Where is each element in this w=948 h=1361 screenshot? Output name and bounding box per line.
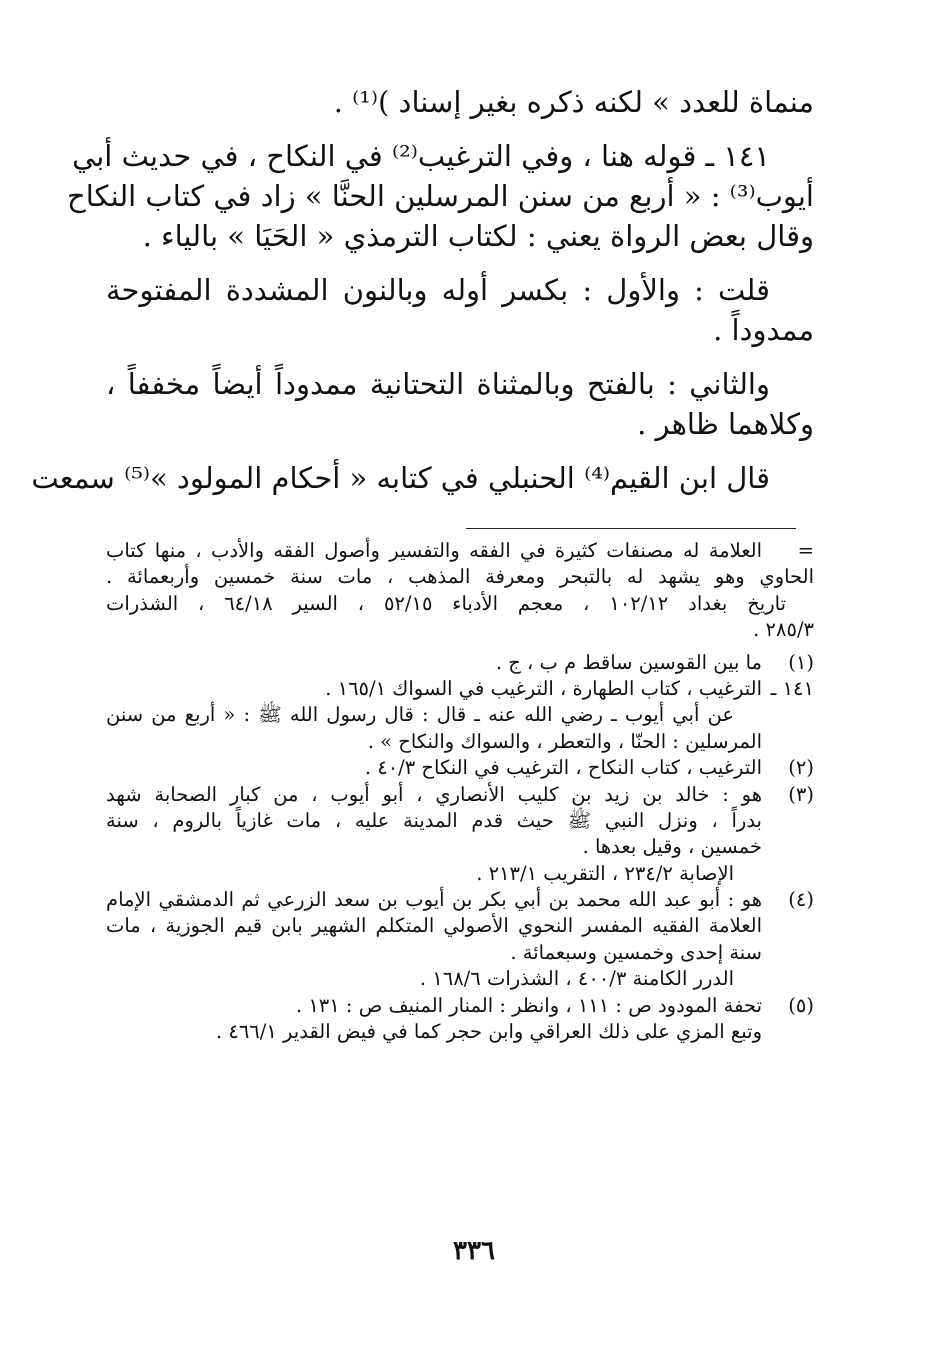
body-line: أيوب⁽³⁾ : « أربع من سنن المرسلين الحنَّا » زاد في كتاب النكاح xyxy=(67,179,814,213)
body-line: ١٤١ ـ قوله هنا ، وفي الترغيب⁽²⁾ في النكاح ، في حديث أبي xyxy=(72,139,770,173)
footnote-line: خمسين ، وقيل بعدها . xyxy=(582,835,762,859)
body-line: وقال بعض الرواة يعني : لكتاب الترمذي « الحَيَا » بالياء . xyxy=(142,219,814,253)
continuation-marker: = xyxy=(797,539,814,562)
footnote-line: المرسلين : الحنّا ، والتعطر ، والسواك والنكاح » . xyxy=(367,729,762,753)
paragraph-gap xyxy=(106,122,814,136)
footnote-number: (٣) xyxy=(788,782,814,806)
footnote-number: (١) xyxy=(788,650,814,674)
footnote-line: ٢٨٥/٣ . xyxy=(753,618,814,642)
footnote-line: سنة إحدى وخمسين وسبعمائة . xyxy=(510,940,762,964)
footnote-continuation xyxy=(106,538,814,644)
footnote-line: الحاوي وهو يشهد له بالتبحر ومعرفة المذهب ، مات سنة خمسين وأربعمائة . xyxy=(106,565,814,589)
footnotes xyxy=(106,538,814,1045)
footnote-number: (٥) xyxy=(788,993,814,1017)
footnote-line: العلامة له مصنفات كثيرة في الفقه والتفسير وأصول الفقه والأدب ، منها كتاب xyxy=(106,539,762,562)
page-number: ٣٣٦ xyxy=(453,1236,495,1266)
footnote-number: (٤) xyxy=(788,888,814,912)
body-line: والثاني : بالفتح وبالمثناة التحتانية ممدوداً أيضاً مخففاً ، xyxy=(106,367,770,401)
footnote-5 xyxy=(106,993,814,1046)
footnote-separator xyxy=(466,528,796,529)
footnote-line: العلامة الفقيه المفسر النحوي الأصولي المتكلم الشهير بابن قيم الجوزية ، مات xyxy=(106,914,762,938)
footnote-line: الدرر الكامنة ٤٠٠/٣ ، الشذرات ١٦٨/٦ . xyxy=(419,967,734,991)
paragraph-gap xyxy=(106,444,814,458)
body-line: وكلاهما ظاهر . xyxy=(637,407,814,441)
body-line: قال ابن القيم⁽⁴⁾ الحنبلي في كتابه « أحكام المولود »⁽⁵⁾ سمعت xyxy=(31,461,770,495)
footnote-line: ما بين القوسين ساقط م ب ، ج . xyxy=(495,650,762,674)
footnote-line: الترغيب ، كتاب النكاح ، الترغيب في النكاح ٤٠/٣ . xyxy=(364,756,762,780)
body-line: منماة للعدد » لكنه ذكره بغير إسناد )⁽¹⁾ . xyxy=(333,85,814,119)
main-text xyxy=(31,82,814,498)
footnote-line: تحفة المودود ص : ١١١ ، وانظر : المنار المنيف ص : ١٣١ . xyxy=(295,993,762,1017)
footnote-line: تاريخ بغداد ١٠٢/١٢ ، معجم الأدباء ٥٢/١٥ ، السير ٦٤/١٨ ، الشذرات xyxy=(106,591,786,615)
footnote-1 xyxy=(106,650,814,676)
footnote-line: عن أبي أيوب ـ رضي الله عنه ـ قال : قال رسول الله ﷺ : « أربع من سنن xyxy=(106,703,734,727)
footnote-line: هو : خالد بن زيد بن كليب الأنصاري ، أبو أيوب ، من كبار الصحابة شهد xyxy=(106,782,762,806)
body-line: ممدوداً . xyxy=(713,313,814,347)
footnote-line: الإصابة ٢٣٤/٢ ، التقريب ٢١٣/١ . xyxy=(476,861,734,885)
paragraph-gap xyxy=(106,256,814,270)
footnote-line: بدراً ، ونزل النبي ﷺ حيث قدم المدينة عليه ، مات غازياً بالروم ، سنة xyxy=(106,808,762,832)
body-line: قلت : والأول : بكسر أوله وبالنون المشددة المفتوحة xyxy=(106,273,770,307)
footnote-number: ١٤١ ـ xyxy=(770,676,814,700)
footnote-line: الترغيب ، كتاب الطهارة ، الترغيب في السواك ١٦٥/١ . xyxy=(325,676,762,700)
footnote-line: هو : أبو عبد الله محمد بن أبي بكر بن أيوب بن سعد الزرعي ثم الدمشقي الإمام xyxy=(106,888,762,912)
footnote-line: وتبع المزي على ذلك العراقي وابن حجر كما في فيض القدير ٤٦٦/١ . xyxy=(215,1020,762,1044)
footnote-number: (٢) xyxy=(788,756,814,780)
paragraph-gap xyxy=(106,350,814,364)
footnote-3 xyxy=(106,782,814,888)
footnote-141 xyxy=(106,676,814,755)
footnote-4 xyxy=(106,887,814,993)
footnote-2 xyxy=(106,755,814,781)
